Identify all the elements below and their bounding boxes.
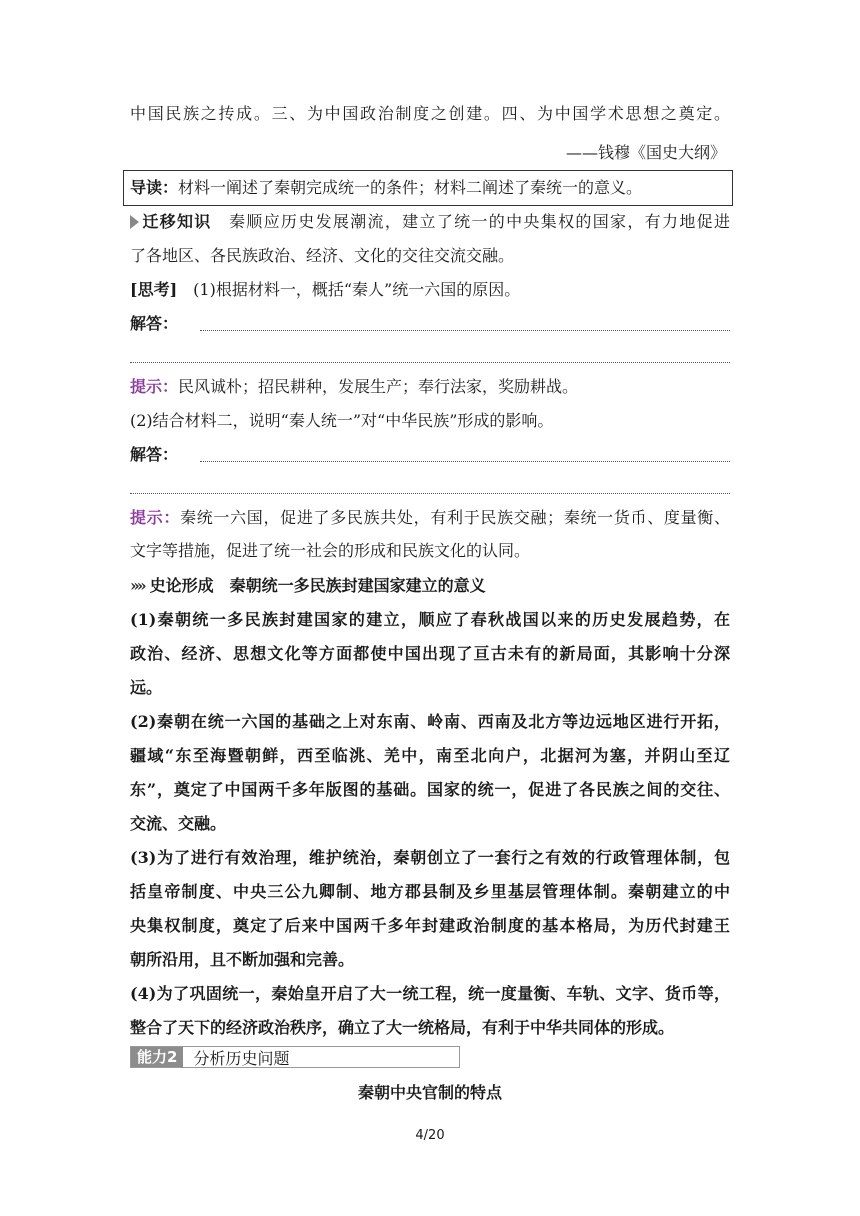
- p3-line-4: 朝所沿用，且不断加强和完善。: [130, 950, 355, 969]
- question-1-text: (1)根据材料一，概括“秦人”统一六国的原因。: [193, 280, 521, 299]
- attribution: ——钱穆《国史大纲》: [565, 143, 726, 162]
- hint-label-2: 提示：: [130, 508, 181, 527]
- daodu-label: 导读：: [130, 178, 179, 197]
- transfer-line-1: [130, 212, 730, 232]
- p4-line-2: 整合了天下的经济政治秩序，确立了大一统格局，有利于中华共同体的形成。: [130, 1018, 675, 1037]
- hint-2-line-2: 文字等措施，促进了统一社会的形成和民族文化的认同。: [130, 541, 531, 560]
- transfer-text-1: 秦顺应历史发展潮流，建立了统一的中央集权的国家，有力地促进: [228, 212, 730, 231]
- chevrons-icon: ››››: [130, 576, 144, 595]
- answer-line-2b: [130, 493, 730, 494]
- ability-banner: [130, 1046, 460, 1068]
- transfer-label: 迁移知识: [141, 212, 212, 231]
- p1-line-2: 政治、经济、思想文化等方面都使中国出现了亘古未有的新局面，其影响十分深: [130, 644, 730, 663]
- think-question-2: (2)结合材料二，说明“秦人统一”对“中华民族”形成的影响。: [130, 411, 554, 430]
- daodu-line: [130, 178, 730, 198]
- ability-tag: 能力2: [131, 1047, 183, 1067]
- answer-line-2a: [200, 461, 730, 462]
- answer-label-2: 解答：: [130, 445, 179, 464]
- triangle-marker-icon: [130, 215, 139, 229]
- history-label: 史论形成: [149, 576, 214, 595]
- section-title: 秦朝中央官制的特点: [357, 1083, 502, 1102]
- hint-1-text: 民风诚朴；招民耕种，发展生产；奉行法家，奖励耕战。: [178, 377, 579, 396]
- p1-line-1: (1)秦朝统一多民族封建国家的建立，顺应了春秋战国以来的历史发展趋势，在: [130, 610, 730, 629]
- hint-2-text-1: 秦统一六国，促进了多民族共处，有利于民族交融；秦统一货币、度量衡、: [180, 508, 730, 527]
- p3-line-2: 括皇帝制度、中央三公九卿制、地方郡县制及乡里基层管理体制。秦朝建立的中: [130, 882, 730, 901]
- answer-line-1a: [200, 330, 730, 331]
- p2-line-2: 疆域“东至海暨朝鲜，西至临洮、羌中，南至北向户，北据河为塞，并阴山至辽: [130, 746, 730, 765]
- p3-line-3: 央集权制度，奠定了后来中国两千多年封建政治制度的基本格局，为历代封建王: [130, 916, 730, 935]
- page-number: 4/20: [415, 1128, 445, 1143]
- history-heading: [130, 576, 730, 596]
- answer-line-1b: [130, 362, 730, 363]
- p4-line-1: (4)为了巩固统一，秦始皇开启了大一统工程，统一度量衡、车轨、文字、货币等，: [130, 984, 730, 1003]
- hint-1-line: [130, 377, 730, 397]
- daodu-text: 材料一阐述了秦朝完成统一的条件；材料二阐述了秦统一的意义。: [178, 178, 643, 197]
- p2-line-3: 东”，奠定了中国两千多年版图的基础。国家的统一，促进了各民族之间的交往、: [130, 780, 730, 799]
- hint-label-1: 提示：: [130, 377, 179, 396]
- p3-line-1: (3)为了进行有效治理，维护统治，秦朝创立了一套行之有效的行政管理体制，包: [130, 848, 730, 867]
- think-label: [思考]: [130, 280, 178, 299]
- answer-label-1: 解答：: [130, 314, 179, 333]
- p1-line-3: 远。: [130, 678, 163, 697]
- hint-2-line-1: [130, 508, 730, 528]
- p2-line-4: 交流、交融。: [130, 814, 227, 833]
- ability-label: 分析历史问题: [193, 1048, 290, 1068]
- history-title: 秦朝统一多民族封建国家建立的意义: [229, 576, 486, 595]
- transfer-line-2: 了各地区、各民族政治、经济、文化的交往交流交融。: [130, 246, 515, 265]
- material-text-line: 中国民族之抟成。三、为中国政治制度之创建。四、为中国学术思想之奠定。: [130, 104, 730, 123]
- think-question-1: [130, 280, 730, 300]
- p2-line-1: (2)秦朝在统一六国的基础之上对东南、岭南、西南及北方等边远地区进行开拓，: [130, 712, 730, 731]
